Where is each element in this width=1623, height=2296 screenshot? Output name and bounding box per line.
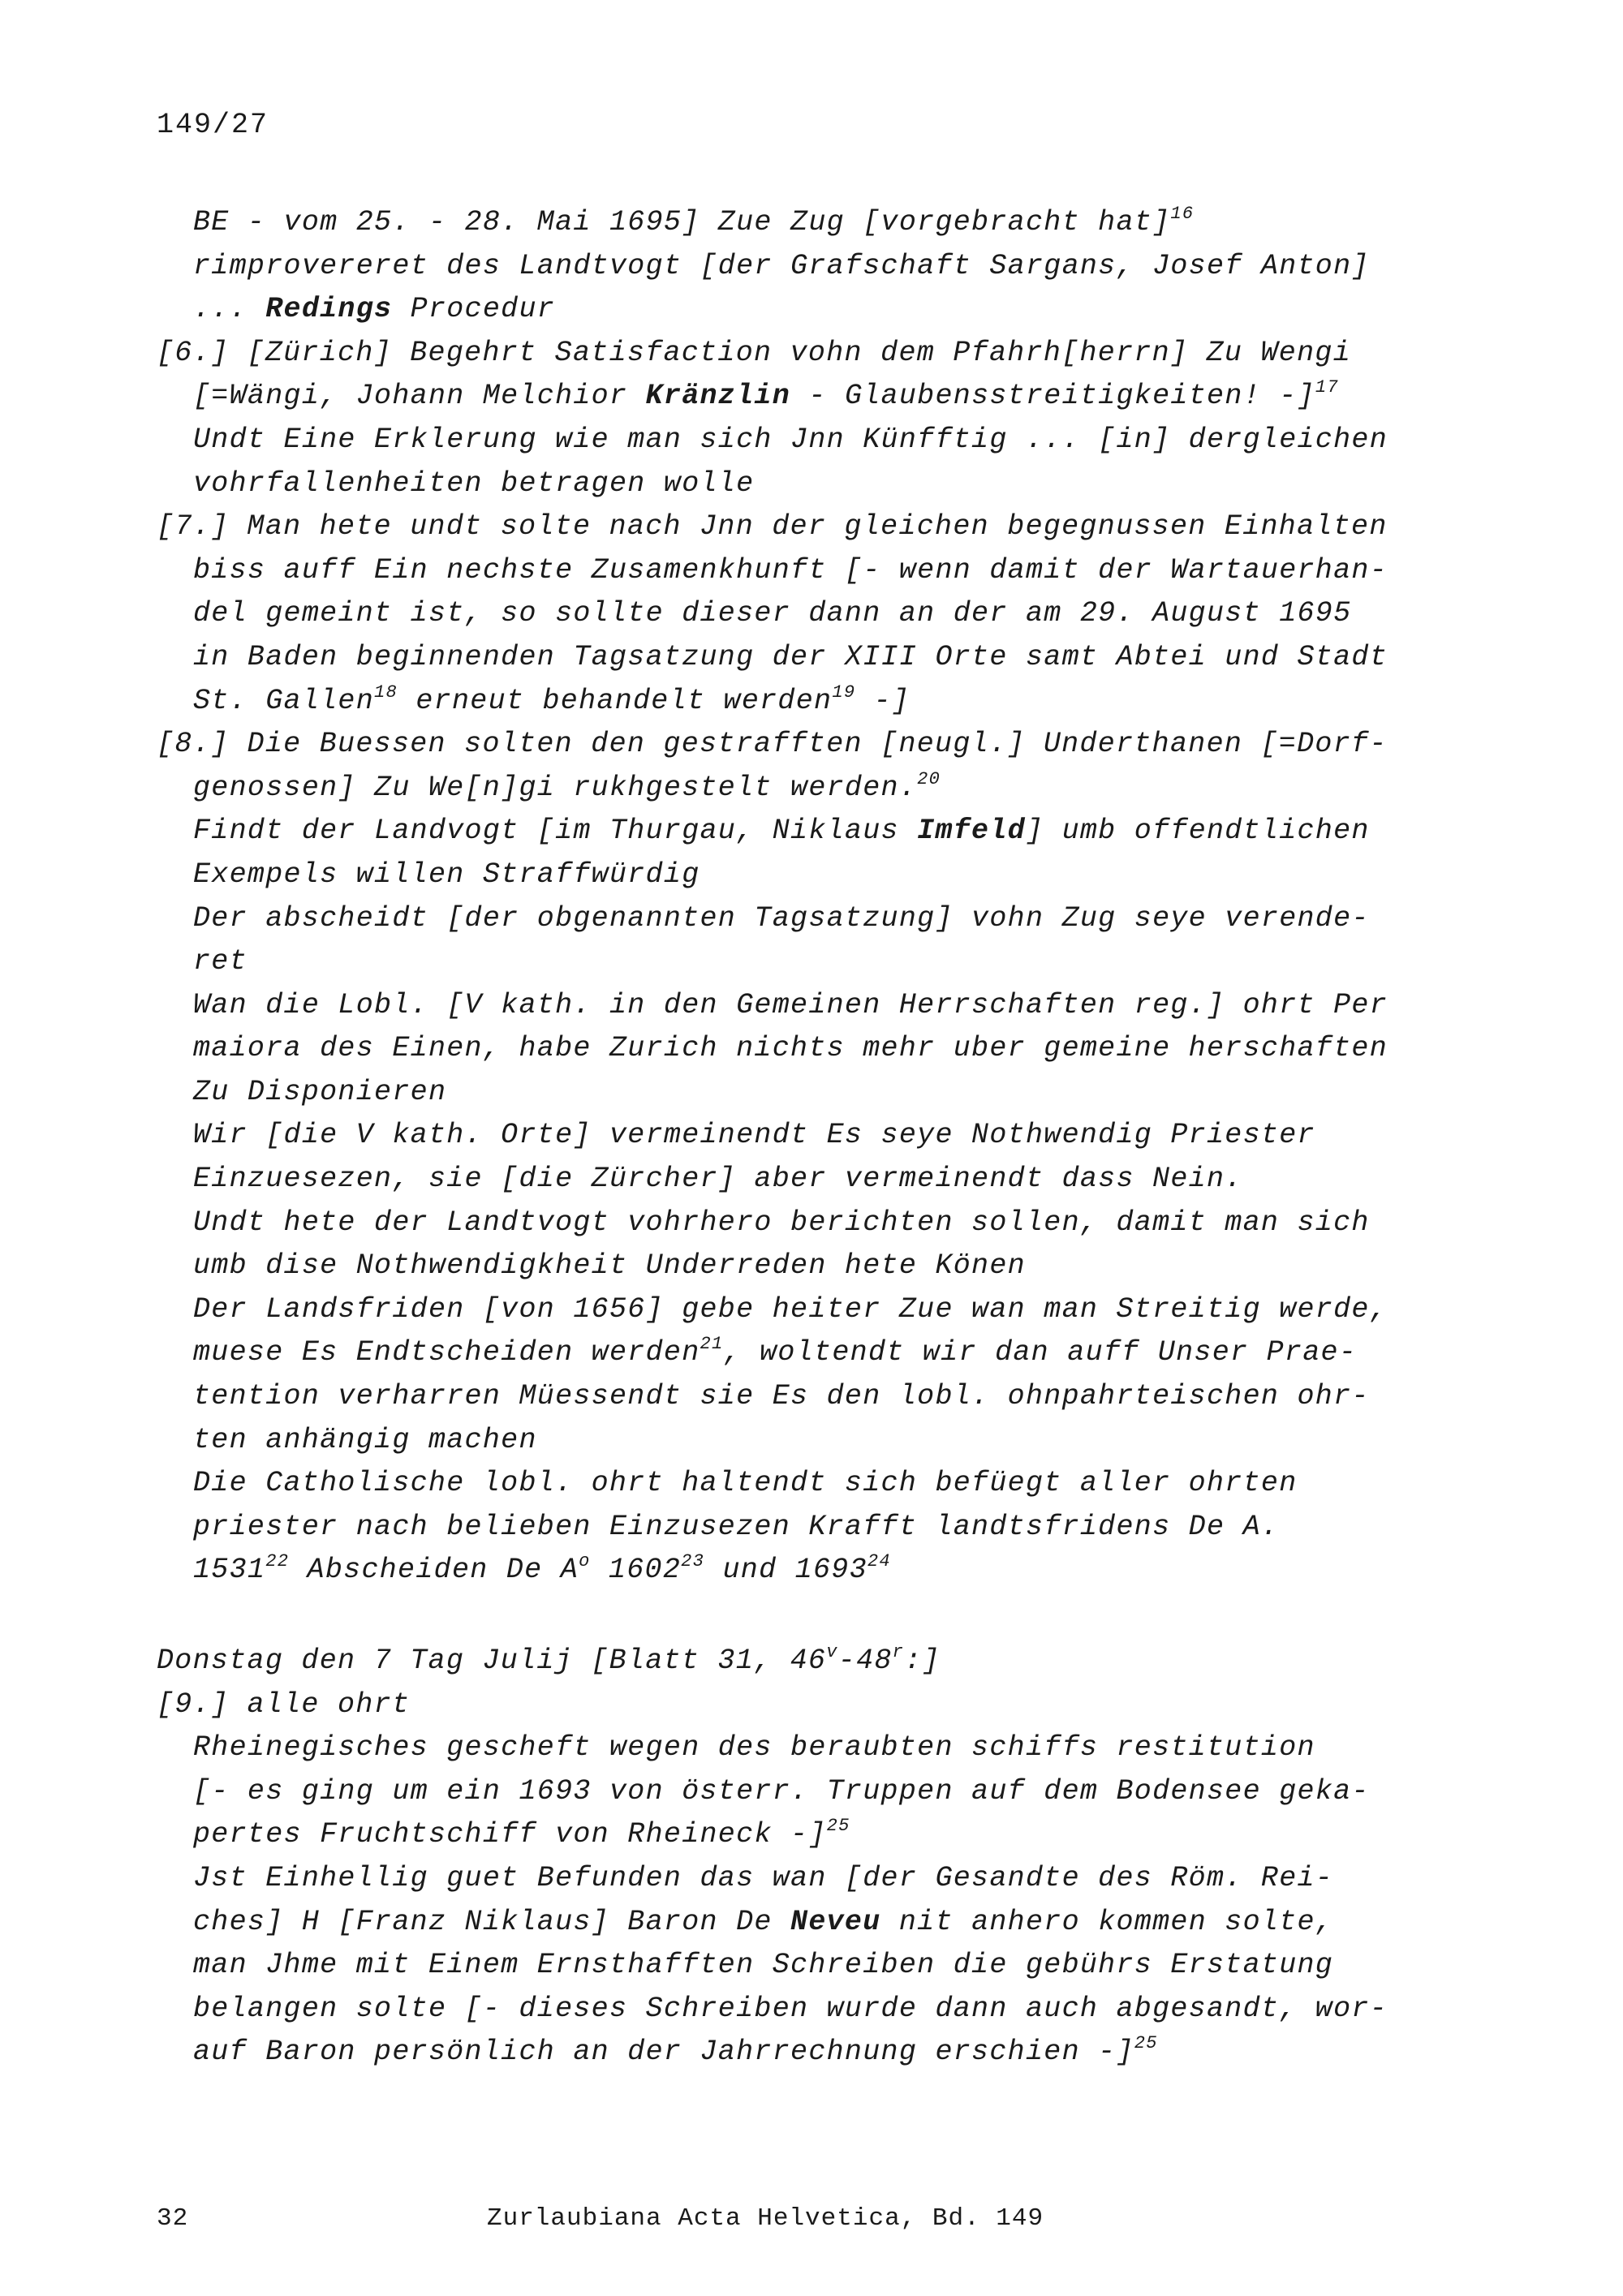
text-line xyxy=(157,897,1423,941)
text-line xyxy=(157,1071,1423,1115)
text-line xyxy=(157,462,1423,506)
text-segment: 1602 xyxy=(590,1554,682,1587)
text-segment: Wir [die V kath. Orte] vermeinendt Es seye Nothwendig Priester xyxy=(193,1119,1315,1152)
text-line xyxy=(157,853,1423,897)
text-segment: rimprovereret des Landtvogt [der Grafschaft Sargans, Josef Anton] xyxy=(193,249,1370,282)
text-line xyxy=(157,1944,1423,1988)
text-line xyxy=(157,245,1423,289)
text-line xyxy=(157,1462,1423,1506)
footnote-marker: 21 xyxy=(700,1334,724,1355)
text-segment: Undt Eine Erklerung wie man sich Jnn Künfftig ... [in] dergleichen xyxy=(193,423,1388,456)
text-line xyxy=(157,2031,1423,2075)
text-segment: BE - vom 25. - 28. Mai 1695] Zue Zug [vorgebracht hat] xyxy=(193,206,1171,239)
text-segment: ret xyxy=(193,945,248,978)
footnote-marker: 23 xyxy=(681,1551,705,1572)
text-line xyxy=(157,1027,1423,1071)
text-line xyxy=(157,940,1423,984)
text-line xyxy=(157,984,1423,1028)
text-segment: - Glaubensstreitigkeiten! -] xyxy=(790,380,1315,413)
page-reference: 149/27 xyxy=(157,109,269,141)
text-segment: Der abscheidt [der obgenannten Tagsatzung] vohn Zug seye verende- xyxy=(193,901,1370,935)
text-line xyxy=(157,332,1423,376)
text-line xyxy=(157,1288,1423,1332)
text-segment: -] xyxy=(855,684,911,717)
text-line xyxy=(157,1640,1423,1683)
text-segment: Undt hete der Landtvogt vohrhero berichten sollen, damit man sich xyxy=(193,1206,1370,1239)
text-segment: Rheinegisches gescheft wegen des beraubten schiffs restitution xyxy=(193,1731,1315,1765)
text-segment: Procedur xyxy=(392,293,556,326)
bold-name: Neveu xyxy=(790,1905,881,1938)
text-segment: Die Catholische lobl. ohrt haltendt sich befüegt aller ohrten xyxy=(193,1467,1298,1500)
text-line xyxy=(157,1901,1423,1945)
text-segment: Findt der Landvogt [im Thurgau, Niklaus xyxy=(193,815,918,848)
text-segment: man Jhme mit Einem Ernsthafften Schreiben die gebührs Erstatung xyxy=(193,1949,1334,1982)
text-segment: [7.] Man hete undt solte nach Jnn der gleichen begegnussen Einhalten xyxy=(157,510,1388,544)
text-segment: ] umb offendtlichen xyxy=(1025,815,1370,848)
text-segment: 1531 xyxy=(193,1554,266,1587)
text-segment: auf Baron persönlich an der Jahrrechnung erschien -] xyxy=(193,2036,1134,2069)
text-segment: belangen solte [- dieses Schreiben wurde dann auch abgesandt, wor- xyxy=(193,1992,1388,2025)
text-segment: nit anhero kommen solte, xyxy=(880,1905,1334,1938)
text-segment: Der Landsfriden [von 1656] gebe heiter Zue wan man Streitig werde, xyxy=(193,1292,1388,1326)
text-line xyxy=(157,201,1423,245)
text-segment: pertes Fruchtschiff von Rheineck -] xyxy=(193,1818,827,1851)
footnote-marker: 25 xyxy=(826,1816,850,1837)
text-line xyxy=(157,375,1423,419)
text-segment: ... xyxy=(193,293,266,326)
text-segment: Exempels willen Straffwürdig xyxy=(193,858,700,891)
footnote-marker: 20 xyxy=(917,768,941,789)
document-body xyxy=(157,201,1423,2075)
text-segment: :] xyxy=(904,1645,941,1677)
text-segment: -48 xyxy=(837,1645,893,1677)
text-line xyxy=(157,1813,1423,1857)
footer-title: Zurlaubiana Acta Helvetica, Bd. 149 xyxy=(487,2204,1044,2233)
text-segment: Wan die Lobl. [V kath. in den Gemeinen Herrschaften reg.] ohrt Per xyxy=(193,988,1388,1021)
footnote-marker: o xyxy=(579,1551,591,1572)
bold-name: Redings xyxy=(265,293,393,326)
text-segment: genossen] Zu We[n]gi rukhgestelt werden. xyxy=(193,771,918,804)
footnote-marker: 24 xyxy=(867,1551,891,1572)
text-segment: tention verharren Müessendt sie Es den lobl. ohnpahrteischen ohr- xyxy=(193,1380,1370,1413)
footnote-marker: 18 xyxy=(374,681,398,703)
text-segment: ches] H [Franz Niklaus] Baron De xyxy=(193,1905,791,1938)
text-line xyxy=(157,1331,1423,1375)
text-line xyxy=(157,636,1423,680)
text-line xyxy=(157,1549,1423,1593)
text-segment: Donstag den 7 Tag Julij [Blatt 31, 46 xyxy=(157,1645,827,1677)
text-line xyxy=(157,1202,1423,1245)
text-segment: maiora des Einen, habe Zurich nichts mehr uber gemeine herschaften xyxy=(193,1032,1388,1065)
text-line xyxy=(157,810,1423,853)
text-line xyxy=(157,1857,1423,1901)
text-segment: und 1693 xyxy=(704,1554,867,1587)
text-segment: del gemeint ist, so sollte dieser dann an der am 29. August 1695 xyxy=(193,597,1352,630)
section-gap xyxy=(157,1593,1423,1640)
bold-name: Imfeld xyxy=(917,815,1026,848)
footnote-marker: 17 xyxy=(1315,377,1339,398)
text-segment: priester nach belieben Einzusezen Krafft landtsfridens De A. xyxy=(193,1510,1280,1543)
text-segment: erneut behandelt werden xyxy=(398,684,833,717)
text-segment: Jst Einhellig guet Befunden das wan [der Gesandte des Röm. Rei- xyxy=(193,1861,1334,1894)
text-segment: vohrfallenheiten betragen wolle xyxy=(193,467,755,500)
text-segment: [9.] alle ohrt xyxy=(157,1688,411,1721)
text-line xyxy=(157,1245,1423,1288)
text-segment: [=Wängi, Johann Melchior xyxy=(193,380,646,413)
footnote-marker: v xyxy=(826,1642,838,1662)
text-segment: in Baden beginnenden Tagsatzung der XIII Orte samt Abtei und Stadt xyxy=(193,640,1388,673)
bold-name: Kränzlin xyxy=(645,380,791,413)
text-line xyxy=(157,1506,1423,1550)
text-line xyxy=(157,505,1423,549)
footnote-marker: r xyxy=(892,1642,905,1662)
text-line xyxy=(157,1770,1423,1814)
text-segment: [8.] Die Buessen solten den gestrafften [neugl.] Underthanen [=Dorf- xyxy=(157,728,1388,761)
text-segment: biss auff Ein nechste Zusamenkhunft [- wenn damit der Wartauerhan- xyxy=(193,553,1388,587)
text-line xyxy=(157,419,1423,462)
footnote-marker: 19 xyxy=(832,681,856,703)
text-segment: ten anhängig machen xyxy=(193,1423,537,1456)
text-line xyxy=(157,723,1423,767)
text-segment: umb dise Nothwendigkheit Underreden hete Könen xyxy=(193,1249,1026,1283)
text-line xyxy=(157,288,1423,332)
text-segment: Einzuesezen, sie [die Zürcher] aber vermeinendt dass Nein. xyxy=(193,1163,1243,1196)
text-line xyxy=(157,1726,1423,1770)
page-number: 32 xyxy=(157,2204,189,2233)
text-segment: , woltendt wir dan auff Unser Prae- xyxy=(723,1336,1358,1369)
footnote-marker: 22 xyxy=(265,1551,290,1572)
text-segment: [- es ging um ein 1693 von österr. Truppen auf dem Bodensee geka- xyxy=(193,1774,1370,1808)
text-line xyxy=(157,680,1423,724)
text-line xyxy=(157,1375,1423,1419)
text-line xyxy=(157,1419,1423,1463)
text-segment: muese Es Endtscheiden werden xyxy=(193,1336,700,1369)
text-line xyxy=(157,1114,1423,1158)
text-line xyxy=(157,1988,1423,2032)
footnote-marker: 16 xyxy=(1170,204,1195,224)
text-line xyxy=(157,767,1423,810)
text-segment: St. Gallen xyxy=(193,684,375,717)
footnote-marker: 25 xyxy=(1134,2033,1158,2054)
text-line xyxy=(157,549,1423,593)
text-line xyxy=(157,1158,1423,1202)
text-segment: [6.] [Zürich] Begehrt Satisfaction vohn dem Pfahrh[herrn] Zu Wengi xyxy=(157,336,1352,369)
text-line xyxy=(157,1683,1423,1727)
text-line xyxy=(157,592,1423,636)
text-segment: Abscheiden De A xyxy=(289,1554,579,1587)
text-segment: Zu Disponieren xyxy=(193,1075,447,1108)
